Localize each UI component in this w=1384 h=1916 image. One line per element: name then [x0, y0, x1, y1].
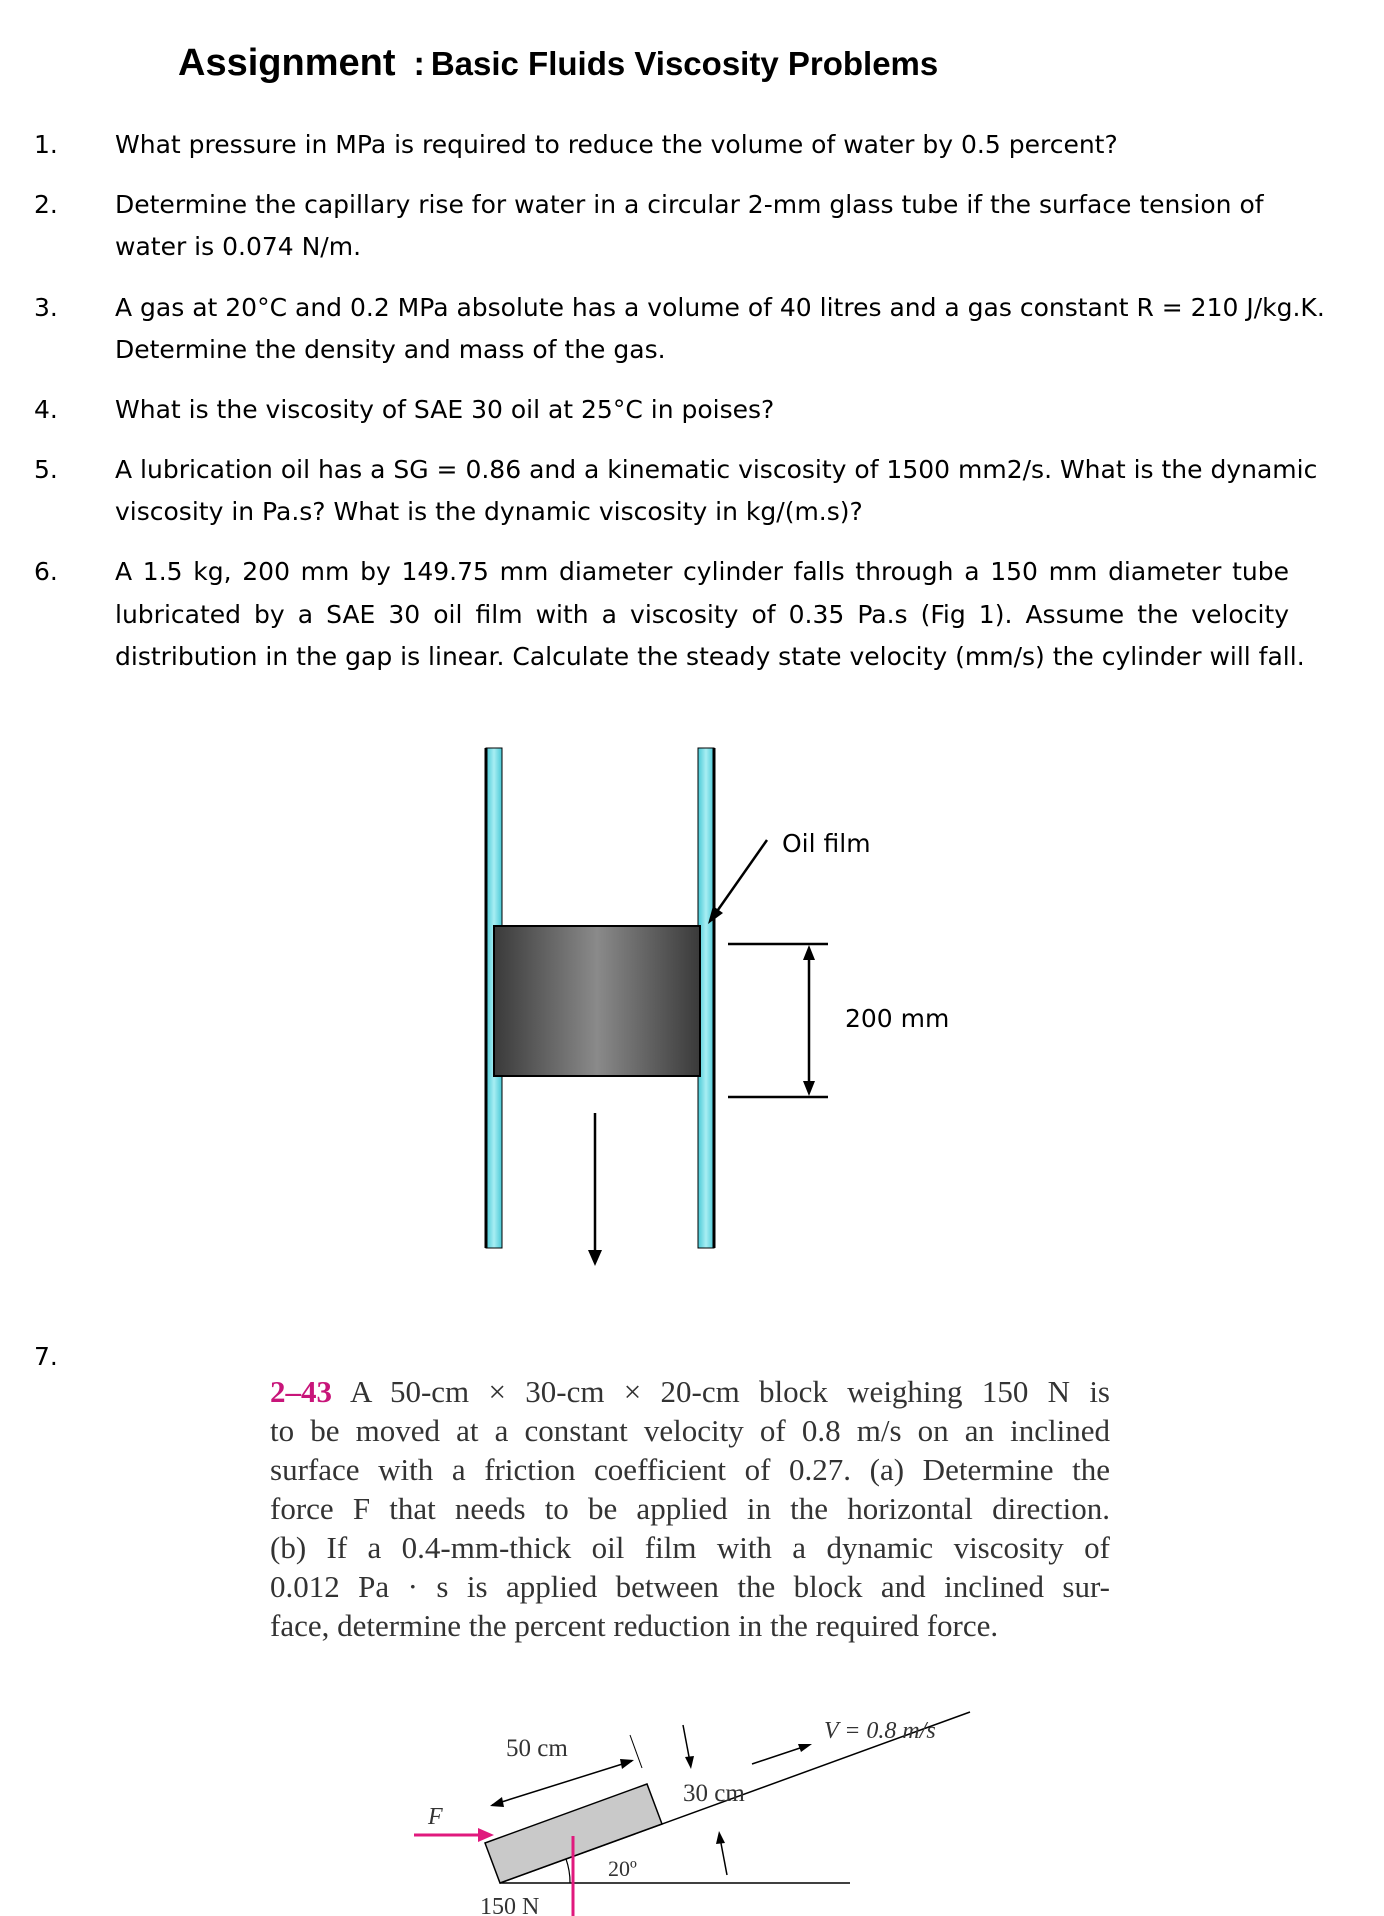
problem-7-line-3: surface with a friction coefficient of 0.27. (a) Determine the — [270, 1452, 1110, 1487]
problem-7-line-1 — [270, 1372, 1110, 1411]
dimension-arrow-head-bottom — [803, 1081, 815, 1096]
question-6-line-2: lubricated by a SAE 30 oil film with a viscosity of 0.35 Pa.s (Fig 1). Assume the velocity — [115, 600, 1289, 629]
title-separator: : — [413, 45, 425, 83]
velocity-arrow-head — [798, 1744, 812, 1752]
problem-7-line-5: (b) If a 0.4-mm-thick oil film with a dynamic viscosity of — [270, 1530, 1110, 1565]
title-main: Assignment — [178, 42, 396, 84]
question-5-line-2: viscosity in Pa.s? What is the dynamic viscosity in kg/(m.s)? — [115, 497, 863, 526]
length-200mm-label: 200 mm — [845, 1004, 950, 1033]
problem-7-text — [270, 1372, 1110, 1645]
question-2-line-1: Determine the capillary rise for water in a circular 2-mm glass tube if the surface tension of — [115, 190, 1264, 219]
force-label: F — [428, 1804, 443, 1830]
question-6-line-1: A 1.5 kg, 200 mm by 149.75 mm diameter cylinder falls through a 150 mm diameter tube — [115, 557, 1289, 586]
oil-film-pointer — [713, 840, 767, 917]
problem-7-line-1-text: A 50-cm × 30-cm × 20-cm block weighing 150 N is — [350, 1374, 1110, 1409]
page-title — [178, 42, 938, 85]
cylinder — [494, 926, 700, 1076]
problem-7-line-7: face, determine the percent reduction in the required force. — [270, 1608, 999, 1643]
length-extension-line — [630, 1735, 642, 1768]
question-number-3: 3. — [34, 293, 58, 322]
height-arrow-top — [683, 1725, 690, 1762]
question-number-4: 4. — [34, 395, 58, 424]
height-arrow-top-head — [685, 1756, 694, 1769]
question-number-7: 7. — [34, 1342, 58, 1371]
length-label: 50 cm — [506, 1735, 568, 1762]
height-arrow-bottom-head — [716, 1831, 725, 1844]
question-5-line-1: A lubrication oil has a SG = 0.86 and a kinematic viscosity of 1500 mm2/s. What is the dynamic — [115, 455, 1318, 484]
height-arrow-bottom — [720, 1838, 727, 1875]
problem-7-number: 2–43 — [270, 1374, 332, 1409]
title-subtitle: Basic Fluids Viscosity Problems — [430, 45, 939, 82]
question-3-line-2: Determine the density and mass of the gas. — [115, 335, 666, 364]
velocity-label: V = 0.8 m/s — [824, 1718, 936, 1744]
length-dimension-head-right — [620, 1759, 634, 1769]
question-number-5: 5. — [34, 455, 58, 484]
question-6-line-3: distribution in the gap is linear. Calculate the steady state velocity (mm/s) the cylinder will fall. — [115, 642, 1305, 671]
question-3-line-1: A gas at 20°C and 0.2 MPa absolute has a volume of 40 litres and a gas constant R = 210 J/kg.K. — [115, 293, 1325, 322]
length-dimension-head-left — [490, 1797, 504, 1807]
question-2-line-2: water is 0.074 N/m. — [115, 232, 362, 261]
angle-label: 20º — [608, 1856, 637, 1881]
angle-arc — [566, 1859, 570, 1883]
figure-1-cylinder-in-tube — [470, 740, 970, 1280]
height-label: 30 cm — [683, 1780, 745, 1807]
figure-2-inclined-block — [400, 1700, 1000, 1916]
question-number-6: 6. — [34, 557, 58, 586]
question-4-line-1: What is the viscosity of SAE 30 oil at 25°C in poises? — [115, 395, 775, 424]
question-number-1: 1. — [34, 130, 58, 159]
question-1-line-1: What pressure in MPa is required to reduce the volume of water by 0.5 percent? — [115, 130, 1118, 159]
oil-film-label: Oil film — [782, 829, 871, 858]
problem-7-line-6: 0.012 Pa · s is applied between the block and inclined sur- — [270, 1569, 1110, 1604]
problem-7-line-2: to be moved at a constant velocity of 0.8 m/s on an inclined — [270, 1413, 1110, 1448]
velocity-arrow — [752, 1746, 806, 1764]
problem-7-line-4: force F that needs to be applied in the horizontal direction. — [270, 1491, 1110, 1526]
question-number-2: 2. — [34, 190, 58, 219]
dimension-arrow-head-top — [803, 945, 815, 960]
weight-label: 150 N — [480, 1894, 540, 1916]
fall-direction-arrow-head — [588, 1250, 602, 1266]
